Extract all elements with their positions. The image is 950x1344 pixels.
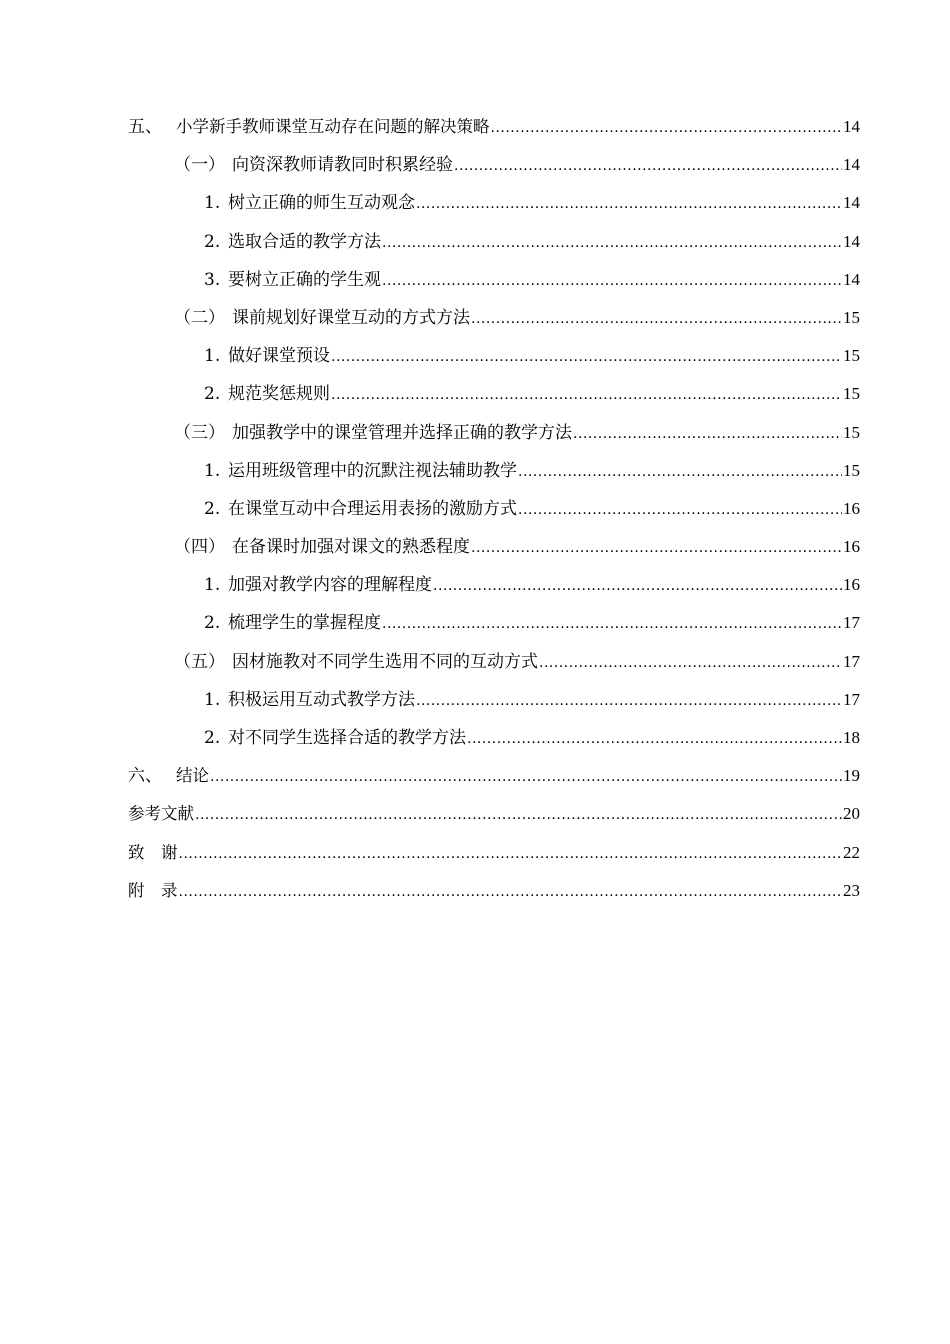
toc-entry-number: （五） <box>174 651 225 672</box>
dot-leader <box>210 758 842 796</box>
toc-entry-title: 做好课堂预设 <box>228 346 330 367</box>
toc-entry-number: （二） <box>174 307 225 328</box>
toc-entry-page: 20 <box>843 804 860 824</box>
dot-leader <box>518 453 842 491</box>
toc-entry-page: 14 <box>843 155 860 175</box>
toc-entry[interactable] <box>128 375 860 413</box>
toc-entry-number: 1. <box>204 689 221 710</box>
dot-leader <box>573 415 842 453</box>
toc-entry-page: 14 <box>843 231 860 251</box>
dot-leader <box>433 567 842 605</box>
toc-entry-page: 15 <box>843 384 860 404</box>
toc-entry-title: 在备课时加强对课文的熟悉程度 <box>232 537 470 558</box>
toc-entry-title: 因材施教对不同学生选用不同的互动方式 <box>232 651 538 672</box>
toc-entry[interactable] <box>128 184 860 222</box>
toc-entry-page: 14 <box>843 269 860 289</box>
dot-leader <box>179 835 843 873</box>
toc-entry[interactable] <box>128 757 860 795</box>
toc-entry-number: 2. <box>204 384 221 405</box>
toc-entry-number: 六、 <box>128 766 162 787</box>
toc-entry-page: 14 <box>843 193 860 213</box>
toc-entry-page: 16 <box>843 575 860 595</box>
toc-entry[interactable] <box>128 834 860 872</box>
toc-entry[interactable] <box>128 566 860 604</box>
toc-entry-title: 结论 <box>176 766 209 786</box>
toc-entry-page: 17 <box>843 689 860 709</box>
dot-leader <box>518 491 842 529</box>
toc-entry[interactable] <box>128 337 860 375</box>
toc-entry[interactable] <box>128 681 860 719</box>
dot-leader <box>471 300 842 338</box>
toc-entry-title: 要树立正确的学生观 <box>228 269 381 290</box>
dot-leader <box>454 147 842 185</box>
toc-entry-page: 14 <box>843 117 860 136</box>
toc-entry-number: 1. <box>204 575 221 596</box>
toc-entry[interactable] <box>128 528 860 566</box>
toc-entry-title: 致 谢 <box>128 842 178 862</box>
toc-entry[interactable] <box>128 108 860 146</box>
toc-entry-page: 15 <box>843 346 860 366</box>
dot-leader <box>331 376 842 414</box>
toc-entry-number: 2. <box>204 613 221 634</box>
toc-entry-number: 3. <box>204 269 221 290</box>
dot-leader <box>179 873 843 911</box>
toc-entry[interactable] <box>128 795 860 833</box>
toc-entry-title: 梳理学生的掌握程度 <box>228 613 381 634</box>
toc-entry-title: 选取合适的教学方法 <box>228 231 381 252</box>
toc-entry-number: 2. <box>204 498 221 519</box>
toc-entry[interactable] <box>128 719 860 757</box>
dot-leader <box>416 185 842 223</box>
toc-entry-title: 树立正确的师生互动观念 <box>228 193 415 214</box>
dot-leader <box>382 605 842 643</box>
toc-entry-title: 对不同学生选择合适的教学方法 <box>228 728 466 748</box>
toc-entry-number: 1. <box>204 460 221 481</box>
toc-entry-page: 16 <box>843 498 860 518</box>
toc-entry-title: 规范奖惩规则 <box>228 384 330 405</box>
toc-entry-title: 在课堂互动中合理运用表扬的激励方式 <box>228 498 517 519</box>
toc-entry-number: 2. <box>204 231 221 252</box>
table-of-contents <box>128 108 860 910</box>
toc-entry-number: 1. <box>204 346 221 367</box>
toc-entry[interactable] <box>128 452 860 490</box>
dot-leader <box>331 338 842 376</box>
toc-entry[interactable] <box>128 490 860 528</box>
toc-entry-number: 2. <box>204 728 221 748</box>
toc-entry-number: 1. <box>204 193 221 214</box>
toc-entry-title: 课前规划好课堂互动的方式方法 <box>232 307 470 328</box>
toc-entry-title: 加强教学中的课堂管理并选择正确的教学方法 <box>232 422 572 443</box>
toc-entry-page: 22 <box>843 842 860 862</box>
toc-entry-page: 17 <box>843 651 860 671</box>
dot-leader <box>467 720 842 758</box>
toc-entry-number: （三） <box>174 422 225 443</box>
toc-entry-page: 15 <box>843 460 860 480</box>
dot-leader <box>471 529 842 567</box>
toc-entry-page: 17 <box>843 613 860 633</box>
dot-leader <box>491 109 843 147</box>
toc-entry-title: 附 录 <box>128 880 178 900</box>
toc-entry[interactable] <box>128 604 860 642</box>
dot-leader <box>539 644 842 682</box>
toc-entry-page: 16 <box>843 537 860 557</box>
toc-entry[interactable] <box>128 223 860 261</box>
toc-entry-page: 15 <box>843 422 860 442</box>
toc-entry[interactable] <box>128 299 860 337</box>
toc-entry-number: （一） <box>174 155 225 176</box>
toc-entry-title: 小学新手教师课堂互动存在问题的解决策略 <box>176 117 490 136</box>
dot-leader <box>195 796 842 834</box>
toc-entry-page: 18 <box>843 728 860 747</box>
toc-entry-page: 19 <box>843 766 860 786</box>
toc-entry-number: （四） <box>174 537 225 558</box>
toc-entry-page: 23 <box>843 880 860 900</box>
toc-entry-title: 运用班级管理中的沉默注视法辅助教学 <box>228 460 517 481</box>
toc-entry-title: 参考文献 <box>128 804 194 824</box>
toc-entry[interactable] <box>128 643 860 681</box>
toc-entry-title: 加强对教学内容的理解程度 <box>228 575 432 596</box>
toc-entry[interactable] <box>128 261 860 299</box>
toc-entry-title: 积极运用互动式教学方法 <box>228 689 415 710</box>
toc-entry-title: 向资深教师请教同时积累经验 <box>232 155 453 176</box>
toc-entry[interactable] <box>128 146 860 184</box>
toc-entry-page: 15 <box>843 307 860 327</box>
toc-entry[interactable] <box>128 872 860 910</box>
dot-leader <box>382 224 842 262</box>
dot-leader <box>416 682 842 720</box>
toc-entry-number: 五、 <box>128 117 162 137</box>
dot-leader <box>382 262 842 300</box>
toc-entry[interactable] <box>128 414 860 452</box>
